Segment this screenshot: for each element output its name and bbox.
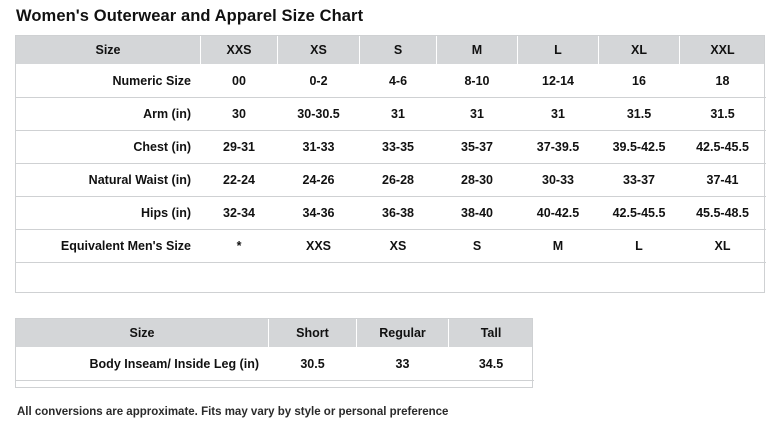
table-cell: 37-39.5 xyxy=(518,131,599,164)
table-cell: L xyxy=(599,230,680,263)
inseam-table xyxy=(15,318,534,381)
table-cell: 42.5-45.5 xyxy=(599,197,680,230)
table-row xyxy=(16,197,766,230)
table-cell: 31 xyxy=(360,98,437,131)
table-cell: 26-28 xyxy=(360,164,437,197)
table-row xyxy=(16,98,766,131)
row-label: Hips (in) xyxy=(16,197,201,230)
row-label: Chest (in) xyxy=(16,131,201,164)
column-header-s: S xyxy=(360,36,437,65)
column-header-l: L xyxy=(518,36,599,65)
table-cell: 30.5 xyxy=(269,348,357,381)
column-header-xxs: XXS xyxy=(201,36,278,65)
table-cell: 24-26 xyxy=(278,164,360,197)
row-label: Equivalent Men's Size xyxy=(16,230,201,263)
table-cell: 34.5 xyxy=(449,348,534,381)
column-header-tall: Tall xyxy=(449,319,534,348)
table-cell: 31.5 xyxy=(680,98,766,131)
table-cell: 30-33 xyxy=(518,164,599,197)
table-cell: 33 xyxy=(357,348,449,381)
table-row xyxy=(16,65,766,98)
table-row xyxy=(16,230,766,263)
table-cell: 31.5 xyxy=(599,98,680,131)
table-header-row xyxy=(16,319,534,348)
table-cell: 39.5-42.5 xyxy=(599,131,680,164)
table-row xyxy=(16,131,766,164)
table-cell: 36-38 xyxy=(360,197,437,230)
column-header-xxl: XXL xyxy=(680,36,766,65)
footnote: All conversions are approximate. Fits may vary by style or personal preference xyxy=(17,406,449,418)
table-cell: 30 xyxy=(201,98,278,131)
table-cell: 38-40 xyxy=(437,197,518,230)
table-cell: 30-30.5 xyxy=(278,98,360,131)
table-cell: 34-36 xyxy=(278,197,360,230)
row-label: Body Inseam/ Inside Leg (in) xyxy=(16,348,269,381)
table-cell: 00 xyxy=(201,65,278,98)
table-cell: XS xyxy=(360,230,437,263)
table-row xyxy=(16,164,766,197)
column-header-short: Short xyxy=(269,319,357,348)
table-cell: 22-24 xyxy=(201,164,278,197)
table-cell: 29-31 xyxy=(201,131,278,164)
table-cell: 32-34 xyxy=(201,197,278,230)
womens-size-table xyxy=(15,35,766,263)
table-cell: XL xyxy=(680,230,766,263)
row-label: Arm (in) xyxy=(16,98,201,131)
table-cell: 33-37 xyxy=(599,164,680,197)
table-cell: 31-33 xyxy=(278,131,360,164)
table-cell: 31 xyxy=(437,98,518,131)
table-cell: 0-2 xyxy=(278,65,360,98)
column-header-m: M xyxy=(437,36,518,65)
table-cell: 12-14 xyxy=(518,65,599,98)
column-header-regular: Regular xyxy=(357,319,449,348)
table-cell: M xyxy=(518,230,599,263)
table-cell: XXS xyxy=(278,230,360,263)
table-cell: 42.5-45.5 xyxy=(680,131,766,164)
table-cell: 33-35 xyxy=(360,131,437,164)
row-label: Natural Waist (in) xyxy=(16,164,201,197)
table-cell: S xyxy=(437,230,518,263)
table-row xyxy=(16,348,534,381)
table-cell: 28-30 xyxy=(437,164,518,197)
column-header-size: Size xyxy=(16,36,201,65)
column-header-xl: XL xyxy=(599,36,680,65)
table-cell: 37-41 xyxy=(680,164,766,197)
table-cell: 18 xyxy=(680,65,766,98)
table-cell: * xyxy=(201,230,278,263)
row-label: Numeric Size xyxy=(16,65,201,98)
table-cell: 4-6 xyxy=(360,65,437,98)
page-title: Women's Outerwear and Apparel Size Chart xyxy=(16,7,364,25)
table-cell: 35-37 xyxy=(437,131,518,164)
table-cell: 40-42.5 xyxy=(518,197,599,230)
table-cell: 45.5-48.5 xyxy=(680,197,766,230)
table-cell: 31 xyxy=(518,98,599,131)
table-header-row xyxy=(16,36,766,65)
table-cell: 16 xyxy=(599,65,680,98)
table-cell: 8-10 xyxy=(437,65,518,98)
column-header-xs: XS xyxy=(278,36,360,65)
column-header-size: Size xyxy=(16,319,269,348)
